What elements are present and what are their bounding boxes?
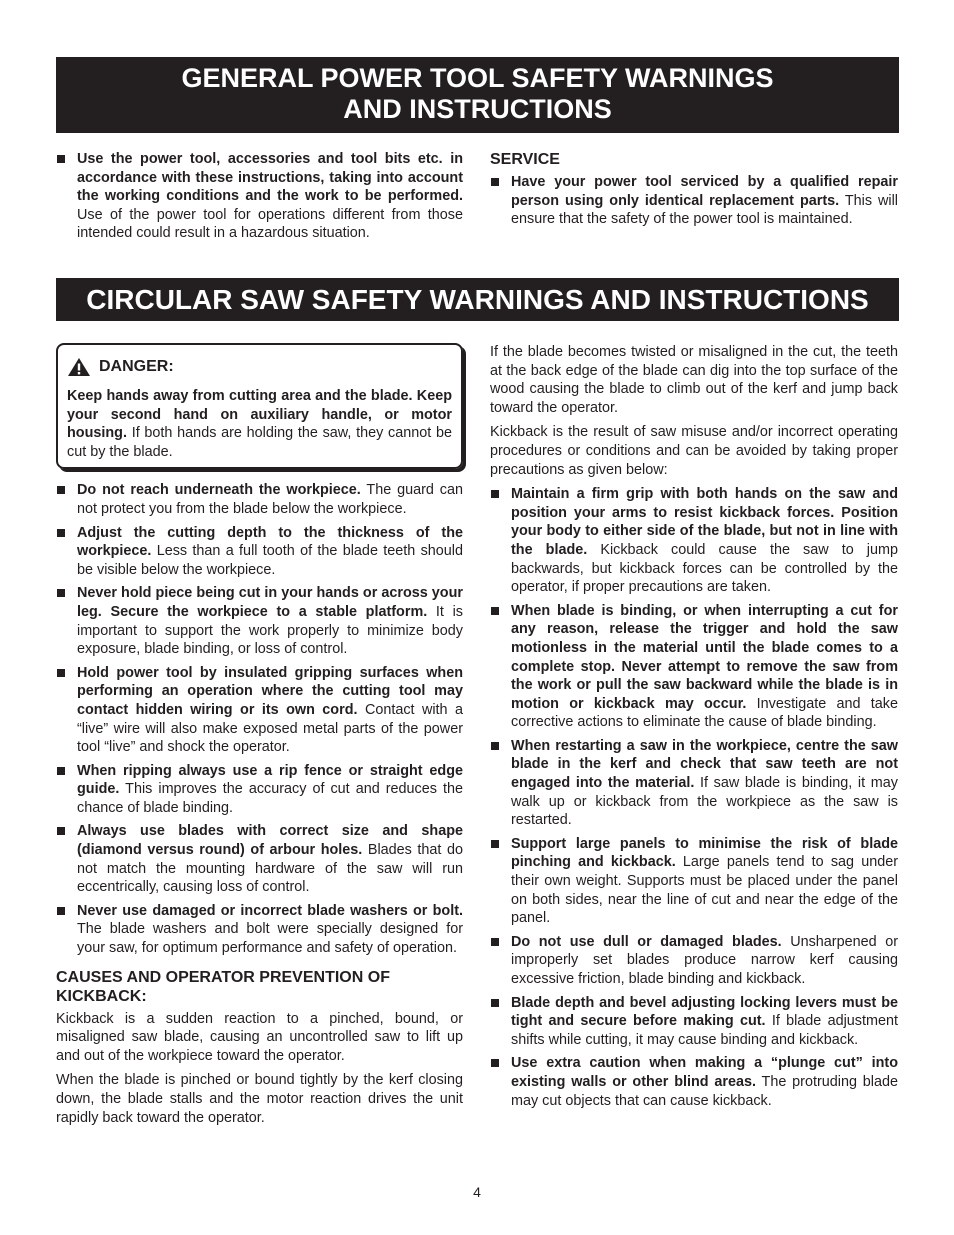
list-item — [490, 602, 898, 732]
bullet-bold-text: Use extra caution when making a “plunge cut” into existing walls or other blind areas. — [511, 1055, 898, 1090]
kickback-heading: CAUSES AND OPERATOR PREVENTION OF KICKBACK: — [56, 968, 390, 1005]
bullet-bold-text: Always use blades with correct size and shape (diamond versus round) of arbour holes. — [77, 823, 463, 859]
list-item — [56, 524, 463, 580]
general-banner-line1: GENERAL POWER TOOL SAFETY WARNINGS — [181, 63, 774, 93]
list-item — [490, 835, 898, 928]
bullet-text: This will ensure that the safety of the power tool is maintained. — [511, 192, 898, 228]
bullet-text: Investigate and take corrective actions to eliminate the cause of blade binding. — [511, 695, 899, 731]
list-item — [56, 584, 463, 658]
kickback-paragraph-2: When the blade is pinched or bound tightly by the kerf closing down, the blade stalls and the motor reaction drives the unit rapidly back toward the operator. — [56, 1072, 463, 1126]
bullet-bold-text: Use the power tool, accessories and tool bits etc. in accordance with these instructions, taking into account the working conditions and the work to be performed. — [77, 151, 463, 205]
danger-title — [67, 357, 452, 377]
list-item — [56, 481, 463, 518]
list-item — [490, 1054, 898, 1110]
bullet-text: If saw blade is binding, it may walk up or kickback from the workpiece as the saw is restarted. — [511, 775, 898, 829]
general-right-column — [490, 150, 898, 234]
bullet-bold-text: Never use damaged or incorrect blade washers or bolt. — [77, 902, 463, 919]
list-item — [56, 150, 463, 243]
list-item — [56, 762, 463, 818]
bullet-bold-text: Maintain a firm grip with both hands on the saw and position your arms to resist kickback forces. Position your body to either side of the blade, but not in line with the blade. — [511, 486, 898, 558]
danger-box — [56, 343, 463, 469]
right-intro-paragraphs — [490, 343, 898, 479]
bullet-text: Use of the power tool for operations different from those intended could result in a hazardous situation. — [77, 206, 463, 242]
bullet-text: If blade adjustment shifts while cutting, it may cause binding and kickback. — [511, 1013, 898, 1048]
danger-text — [67, 387, 452, 461]
bullet-bold-text: Blade depth and bevel adjusting locking levers must be tight and secure before making cut. — [511, 994, 898, 1030]
warning-triangle-icon — [67, 357, 91, 377]
bullet-text: Less than a full tooth of the blade teeth should be visible below the workpiece. — [77, 543, 463, 578]
danger-label: DANGER: — [99, 357, 174, 375]
paragraph: Kickback is the result of saw misuse and/or incorrect operating procedures or conditions and can be avoided by taking proper precautions as given below: — [490, 424, 898, 478]
page-number: 4 — [473, 1184, 481, 1200]
bullet-bold-text: Never hold piece being cut in your hands or across your leg. Secure the workpiece to a stable platform. — [77, 585, 463, 620]
right-bullet-list — [490, 485, 898, 1110]
general-left-column — [56, 150, 463, 248]
left-bullet-list — [56, 481, 463, 957]
list-item — [490, 173, 898, 229]
bullet-text: The protruding blade may cut objects that can cause kickback. — [511, 1073, 898, 1109]
bullet-text: Unsharpened or improperly set blades produce narrow kerf causing excessive friction, blade binding and kickback. — [511, 933, 899, 987]
general-banner-line2: AND INSTRUCTIONS — [343, 94, 612, 124]
bullet-bold-text: Support large panels to minimise the risk of blade pinching and kickback. — [511, 835, 898, 871]
bullet-bold-text: Hold power tool by insulated gripping surfaces when performing an operation where the cutting tool may contact hidden wiring or its own cord. — [77, 664, 463, 718]
circular-right-column — [490, 343, 898, 1115]
list-item — [56, 822, 463, 896]
bullet-text: Contact with a “live” wire will also make exposed metal parts of the power tool “live” and shock the operator. — [77, 701, 464, 756]
bullet-text: Kickback could cause the saw to jump backwards, but kickback forces can be controlled by the operator, if proper precautions are taken. — [511, 541, 899, 596]
bullet-text: Large panels tend to sag under their own weight. Supports must be placed under the panel on both sides, near the line of cut and near the edge of the panel. — [511, 854, 898, 927]
bullet-text: Blades that do not match the mounting hardware of the saw will run eccentrically, causing loss of control. — [77, 842, 463, 896]
list-item — [490, 485, 898, 597]
bullet-bold-text: When blade is binding, or when interrupting a cut for any reason, release the trigger and hold the saw motionless in the material until the blade comes to a complete stop. Never attempt to remove the saw from the work or pull the saw backward while the blade is in motion or kickback may occur. — [511, 602, 898, 712]
bullet-bold-text: Have your power tool serviced by a qualified repair person using only identical replacement parts. — [511, 174, 898, 209]
list-item — [490, 933, 898, 989]
paragraph: If the blade becomes twisted or misaligned in the cut, the teeth at the back edge of the blade can dig into the top surface of the wood causing the blade to climb out of the kerf and jump back toward the operator. — [490, 344, 898, 416]
bullet-bold-text: Do not use dull or damaged blades. — [511, 933, 782, 950]
bullet-text: This improves the accuracy of cut and reduces the chance of blade binding. — [77, 781, 463, 816]
list-item — [56, 902, 463, 958]
bullet-bold-text: Adjust the cutting depth to the thickness of the workpiece. — [77, 524, 463, 560]
bullet-bold-text: When restarting a saw in the workpiece, centre the saw blade in the kerf and check that saw teeth are not engaged into the material. — [511, 737, 898, 792]
list-item — [56, 664, 463, 757]
service-heading: SERVICE — [490, 151, 560, 168]
danger-body-text: If both hands are holding the saw, they cannot be cut by the blade. — [67, 425, 452, 460]
bullet-bold-text: When ripping always use a rip fence or straight edge guide. — [77, 762, 463, 798]
list-item — [490, 737, 898, 830]
danger-bold-text: Keep hands away from cutting area and the blade. Keep your second hand on auxiliary handle, or motor housing. — [67, 388, 452, 442]
circular-left-column — [56, 343, 463, 1133]
list-item — [490, 994, 898, 1050]
bullet-text: It is important to support the work properly to minimize body exposure, blade binding, or loss of control. — [77, 603, 463, 658]
bullet-text: The blade washers and bolt were specially designed for your saw, for optimum performance and safety of operation. — [77, 921, 463, 957]
circular-saw-banner: CIRCULAR SAW SAFETY WARNINGS AND INSTRUCTIONS — [56, 278, 899, 321]
general-safety-banner — [56, 57, 899, 133]
kickback-paragraph-1: Kickback is a sudden reaction to a pinched, bound, or misaligned saw blade, causing an uncontrolled saw to lift up and out of the workpiece toward the operator. — [56, 1010, 463, 1064]
bullet-text: The guard can not protect you from the blade below the workpiece. — [77, 482, 463, 517]
bullet-bold-text: Do not reach underneath the workpiece. — [77, 482, 361, 499]
